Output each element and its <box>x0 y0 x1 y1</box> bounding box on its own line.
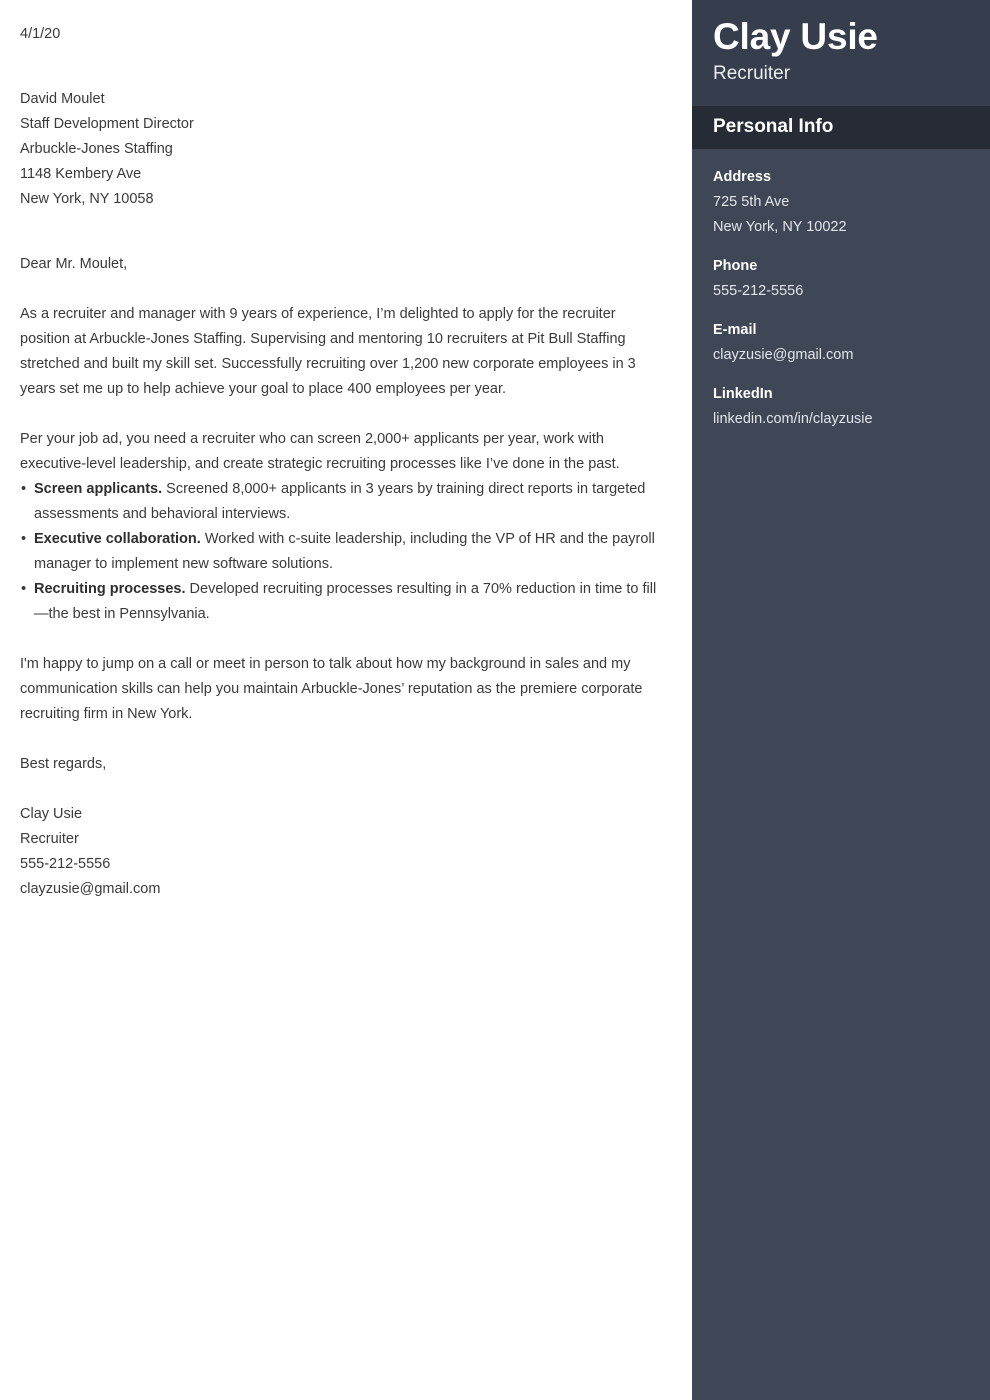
personal-info-sidebar <box>692 0 990 1400</box>
signature-role: Recruiter <box>20 831 79 847</box>
candidate-role: Recruiter <box>713 63 791 84</box>
recipient-city-state-zip: New York, NY 10058 <box>20 191 154 207</box>
bullet-lead: Screen applicants. <box>34 481 163 497</box>
bullet-lead: Recruiting processes. <box>34 581 186 597</box>
contact-group-email <box>713 318 972 368</box>
spacer <box>20 212 667 252</box>
recipient-block <box>20 87 667 212</box>
paragraph-intro: As a recruiter and manager with 9 years of experience, I’m delighted to apply for the recruiter position at Arbuckle-Jones Staffing. Supervising and mentoring 10 recruiters at Pit Bull Staffing stretched and built my skill set. Successfully recruiting over 1,200 new corporate employees in 3 years set me up to help achieve your goal to place 400 employees per year. <box>20 306 636 397</box>
linkedin-label: LinkedIn <box>713 386 773 402</box>
spacer <box>20 277 667 302</box>
spacer <box>20 777 667 802</box>
spacer <box>20 47 667 87</box>
bullet-lead: Executive collaboration. <box>34 531 201 547</box>
email-value[interactable]: clayzusie@gmail.com <box>713 347 854 363</box>
bullet-dot-icon: • <box>21 581 27 597</box>
paragraph-qualifications-intro: Per your job ad, you need a recruiter who can screen 2,000+ applicants per year, work with executive-level leadership, and create strategic recruiting processes like I’ve done in the past. <box>20 431 620 472</box>
signature-phone: 555-212-5556 <box>20 856 111 872</box>
recipient-street: 1148 Kembery Ave <box>20 166 142 182</box>
achievement-bullet-list <box>20 477 667 627</box>
address-label: Address <box>713 169 772 185</box>
candidate-name: Clay Usie <box>713 16 878 57</box>
email-label: E-mail <box>713 322 757 338</box>
spacer <box>20 727 667 752</box>
address-city-state-zip: New York, NY 10022 <box>713 219 847 235</box>
paragraph-closing-pitch: I'm happy to jump on a call or meet in person to talk about how my background in sales and my communication skills can help you maintain Arbuckle-Jones’ reputation as the premiere corporate recruiting firm in New York. <box>20 656 643 722</box>
recipient-company: Arbuckle-Jones Staffing <box>20 141 173 157</box>
bullet-dot-icon: • <box>21 531 27 547</box>
bullet-text: Developed recruiting processes resulting in a 70% reduction in time to fill—the best in Pennsylvania. <box>34 581 657 622</box>
salutation: Dear Mr. Moulet, <box>20 256 128 272</box>
contact-group-address <box>713 165 972 240</box>
section-header-bar <box>692 106 990 149</box>
contact-group-linkedin <box>713 382 972 432</box>
list-item <box>20 527 667 577</box>
spacer <box>20 402 667 427</box>
signature-block <box>20 802 667 902</box>
signature-name: Clay Usie <box>20 806 83 822</box>
phone-label: Phone <box>713 258 758 274</box>
bullet-text: Screened 8,000+ applicants in 3 years by training direct reports in targeted assessments and behavioral interviews. <box>34 481 646 522</box>
contact-details <box>692 149 990 446</box>
section-title: Personal Info <box>713 116 834 137</box>
phone-value[interactable]: 555-212-5556 <box>713 283 804 299</box>
list-item <box>20 477 667 527</box>
contact-group-phone <box>713 254 972 304</box>
sidebar-header <box>692 0 990 106</box>
spacer <box>20 627 667 652</box>
recipient-title: Staff Development Director <box>20 116 194 132</box>
signature-email: clayzusie@gmail.com <box>20 881 161 897</box>
bullet-dot-icon: • <box>21 481 27 497</box>
address-street: 725 5th Ave <box>713 194 790 210</box>
closing-salutation: Best regards, <box>20 756 107 772</box>
bullet-text: Worked with c-suite leadership, including the VP of HR and the payroll manager to implement new software solutions. <box>34 531 655 572</box>
linkedin-value[interactable]: linkedin.com/in/clayzusie <box>713 411 873 427</box>
letter-date: 4/1/20 <box>20 26 61 42</box>
list-item <box>20 577 667 627</box>
recipient-name: David Moulet <box>20 91 105 107</box>
